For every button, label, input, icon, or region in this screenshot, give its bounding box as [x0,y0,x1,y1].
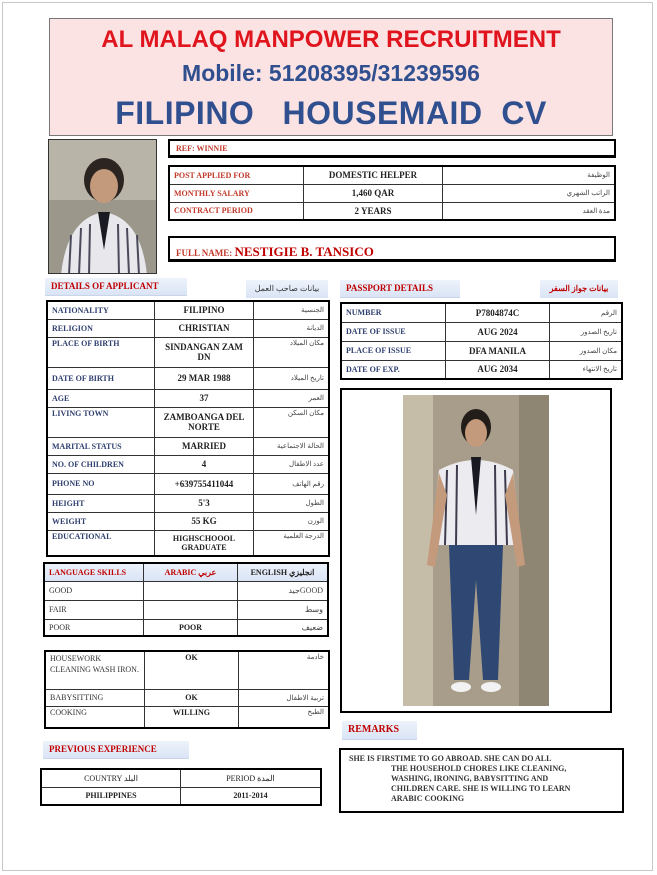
table-row [47,437,329,455]
language-arabic-value [144,600,238,619]
full-name-value: NESTIGIE B. TANSICO [234,244,374,259]
applicant-value: FILIPINO [155,301,254,319]
company-name: AL MALAQ MANPOWER RECRUITMENT [101,26,561,53]
passport-value: AUG 2024 [446,322,550,341]
table-row [44,563,328,581]
cv-header [49,18,613,136]
applicant-label: PHONE NO [47,473,155,494]
experience-country: PHILIPPINES [41,787,181,805]
table-row [44,619,328,636]
passport-arabic: مكان الصدور [550,341,623,360]
job-label: POST APPLIED FOR [169,166,304,184]
applicant-value: SINDANGAN ZAM DN [155,337,254,367]
table-row [47,455,329,473]
passport-arabic: تاريخ الصدور [550,322,623,341]
table-row [45,706,329,728]
full-name-label: FULL NAME: [176,248,233,258]
skill-label: COOKING [45,706,145,728]
skill-value: WILLING [145,706,239,728]
table-row [47,407,329,437]
language-header-arabic: ARABIC عربي [144,563,238,581]
passport-value: DFA MANILA [446,341,550,360]
remarks-line: WASHING, IRONING, BABYSITTING AND [391,774,549,783]
passport-value: AUG 2034 [446,360,550,379]
table-row [341,341,622,360]
applicant-arabic: الجنسية [254,301,330,319]
passport-label: PLACE OF ISSUE [341,341,446,360]
applicant-section-title: DETAILS OF APPLICANT [45,278,187,296]
experience-col-country: COUNTRY البلد [41,769,181,787]
applicant-label: NATIONALITY [47,301,155,319]
full-name-box [168,236,616,262]
applicant-label: MARITAL STATUS [47,437,155,455]
remarks-line: THE HOUSEHOLD CHORES LIKE CLEANING, [391,764,567,773]
cv-title: FILIPINO HOUSEMAID CV [115,95,547,131]
passport-label: DATE OF EXP. [341,360,446,379]
language-level: POOR [44,619,144,636]
passport-label: NUMBER [341,303,446,322]
face-photo [48,139,157,274]
applicant-arabic: الطول [254,494,330,512]
table-row [169,202,615,220]
passport-section-title: PASSPORT DETAILS [340,280,460,298]
applicant-arabic: عدد الاطفال [254,455,330,473]
applicant-value: 55 KG [155,512,254,530]
skill-arabic: تربية الاطفال [239,689,330,706]
face-photo-image [49,140,157,274]
table-row [45,651,329,689]
applicant-label: HEIGHT [47,494,155,512]
skill-arabic: الطبخ [239,706,330,728]
table-row [47,494,329,512]
applicant-arabic: الديانة [254,319,330,337]
applicant-value: 29 MAR 1988 [155,367,254,389]
experience-section-title: PREVIOUS EXPERIENCE [43,741,189,759]
table-row [169,166,615,184]
applicant-arabic: الدرجة العلمية [254,530,330,556]
remarks-line: SHE IS FIRSTIME TO GO ABROAD. SHE CAN DO ALL [349,754,552,763]
remarks-box [339,748,624,813]
passport-arabic: الرقم [550,303,623,322]
language-english-value: ضعيف [238,619,329,636]
applicant-value: MARRIED [155,437,254,455]
language-arabic-value [144,581,238,600]
table-row [341,360,622,379]
language-english-value: جيدGOOD [238,581,329,600]
applicant-value: 37 [155,389,254,407]
job-arabic: مدة العقد [443,202,616,220]
job-label: MONTHLY SALARY [169,184,304,202]
table-row [47,319,329,337]
applicant-label: LIVING TOWN [47,407,155,437]
full-body-photo [403,395,549,706]
skill-value: OK [145,651,239,689]
applicant-label: PLACE OF BIRTH [47,337,155,367]
job-table [168,165,616,221]
language-header-label: LANGUAGE SKILLS [44,563,144,581]
table-row [47,512,329,530]
applicant-table [46,300,330,557]
applicant-label: WEIGHT [47,512,155,530]
language-level: GOOD [44,581,144,600]
applicant-label: RELIGION [47,319,155,337]
table-row [341,322,622,341]
remarks-line: CHILDREN CARE. SHE IS WILLING TO LEARN [391,784,571,793]
skill-label: BABYSITTING [45,689,145,706]
applicant-value: CHRISTIAN [155,319,254,337]
applicant-arabic: العمر [254,389,330,407]
passport-arabic: تاريخ الانتهاء [550,360,623,379]
ref-text: REF: WINNIE [176,144,228,153]
applicant-arabic: تاريخ الميلاد [254,367,330,389]
experience-table [40,768,322,806]
applicant-value: ZAMBOANGA DEL NORTE [155,407,254,437]
job-arabic: الوظيفة [443,166,616,184]
applicant-label: AGE [47,389,155,407]
mobile-numbers: Mobile: 51208395/31239596 [182,60,480,86]
table-row [47,337,329,367]
full-body-photo-image [403,395,549,706]
table-row [44,581,328,600]
applicant-value: 4 [155,455,254,473]
applicant-label: DATE OF BIRTH [47,367,155,389]
applicant-label: NO. OF CHILDREN [47,455,155,473]
table-row [45,689,329,706]
language-header-english: ENGLISH انجليزي [238,563,329,581]
remarks-line: ARABIC COOKING [391,794,465,803]
language-arabic-value: POOR [144,619,238,636]
skill-value: OK [145,689,239,706]
applicant-arabic: الحالة الاجتماعية [254,437,330,455]
table-row [41,787,321,805]
applicant-arabic: مكان الميلاد [254,337,330,367]
experience-period: 2011-2014 [181,787,322,805]
ref-box [168,139,616,158]
job-value: 2 YEARS [304,202,443,220]
applicant-arabic: الوزن [254,512,330,530]
applicant-label: EDUCATIONAL [47,530,155,556]
job-label: CONTRACT PERIOD [169,202,304,220]
table-row [47,301,329,319]
language-level: FAIR [44,600,144,619]
applicant-arabic: مكان السكن [254,407,330,437]
table-row [44,600,328,619]
job-value: DOMESTIC HELPER [304,166,443,184]
table-row [41,769,321,787]
table-row [47,530,329,556]
applicant-value: +639755411044 [155,473,254,494]
job-arabic: الراتب الشهري [443,184,616,202]
passport-section-title-arabic: بيانات جواز السفر [540,280,618,298]
job-value: 1,460 QAR [304,184,443,202]
table-row [47,367,329,389]
remarks-section-title: REMARKS [342,721,417,740]
skills-table [44,650,330,729]
skill-label: HOUSEWORK CLEANING WASH IRON. [45,651,145,689]
passport-value: P7804874C [446,303,550,322]
applicant-section-title-arabic: بيانات صاحب العمل [246,280,328,298]
applicant-arabic: رقم الهاتف [254,473,330,494]
table-row [47,389,329,407]
experience-col-period: PERIOD المدة [181,769,322,787]
applicant-value: HIGHSCHOOOL GRADUATE [155,530,254,556]
language-english-value: وسط [238,600,329,619]
language-table [43,562,329,637]
passport-table [340,302,623,380]
table-row [47,473,329,494]
skill-arabic: خادمة [239,651,330,689]
applicant-value: 5'3 [155,494,254,512]
table-row [341,303,622,322]
passport-label: DATE OF ISSUE [341,322,446,341]
table-row [169,184,615,202]
